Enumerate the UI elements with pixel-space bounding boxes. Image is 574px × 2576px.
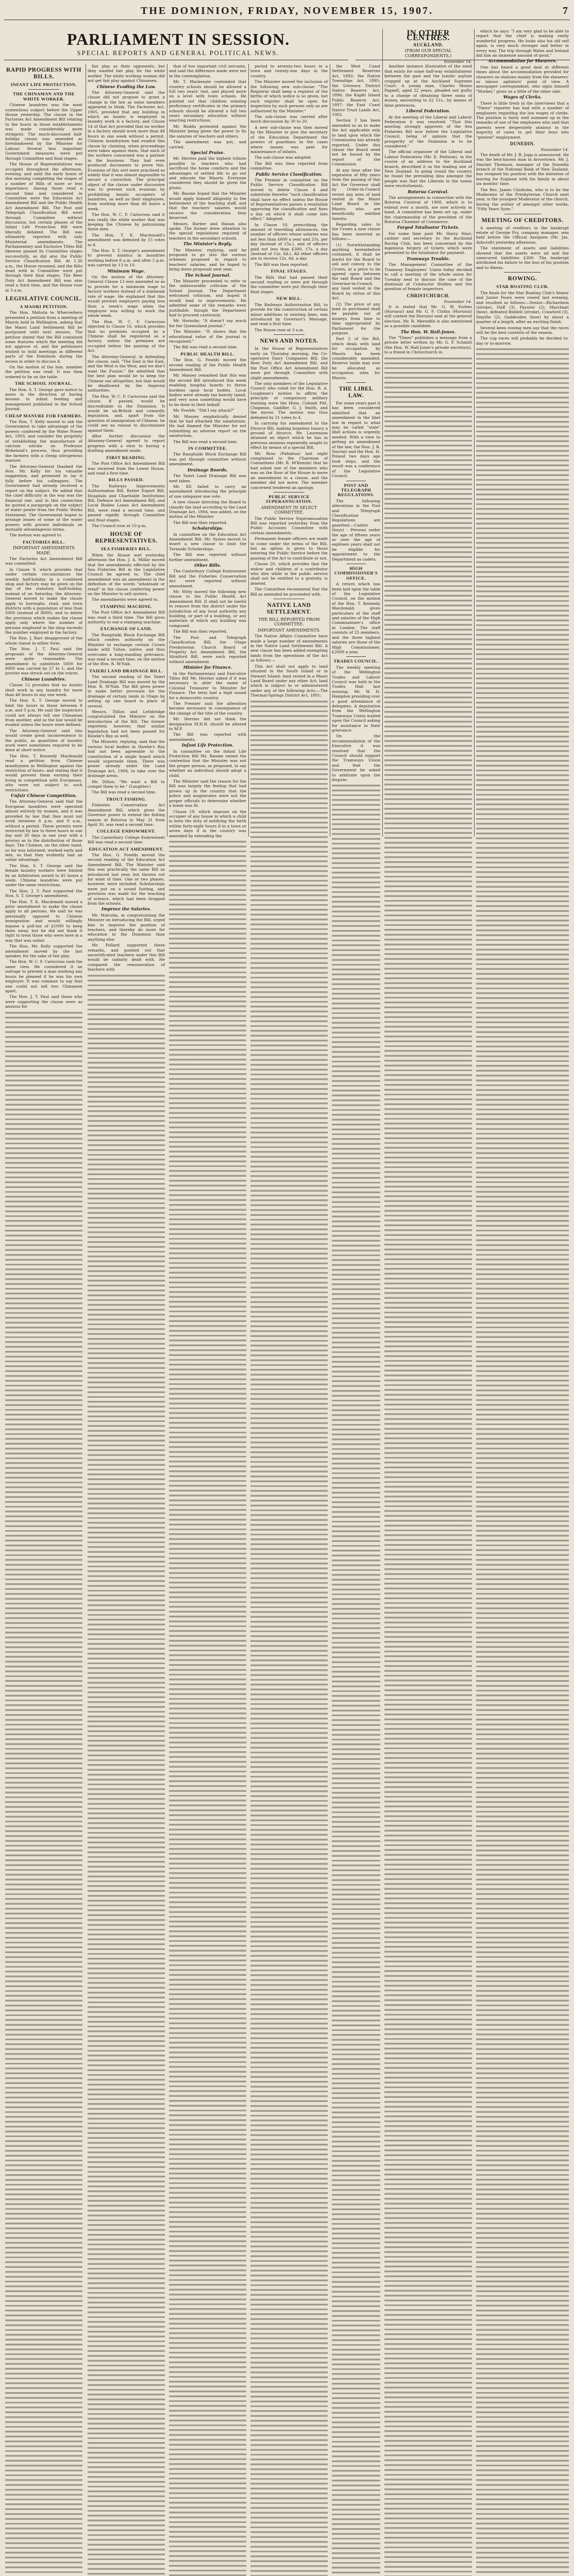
paragraph: The House rose at 3 a.m. bbox=[255, 327, 305, 332]
paragraph: The Railways Improvements Authorisation Bill, Butter Export Bill, Hospitals and Charitable Institutions Bill, Defence Act Amendment Bill, and Local Bodies Loans Act Amendment Bill, were read a second time, and passed rapidly through Committee and final stages. bbox=[88, 483, 165, 522]
paragraph: The Rev. James Chisholm, who is to be the Moderator of the Presbyterian Church next year, is the youngest Moderator of the church, having the author of amongst other works, "Fifty Years Syne." bbox=[476, 187, 569, 212]
subhead-stamping-machine: STAMPING MACHINE. bbox=[100, 603, 153, 609]
banner-title: PARLIAMENT IN SESSION. bbox=[66, 30, 290, 48]
paragraph: The Bills that had passed their second reading or were put through the committee were put through their final stages. bbox=[250, 275, 328, 294]
column-1 bbox=[5, 64, 82, 1009]
subhead-other-bills: Other Bills. bbox=[194, 563, 221, 568]
paragraph: It is stated that Mr. G. W. Forbes (Hurunui) and Mr. G. F. Clutha (Hurunui) will contest the Hurunui seat at the general election. Mr. R. Meredith is also mentioned as a possible candidate. bbox=[384, 304, 472, 329]
text-filler bbox=[250, 699, 328, 2576]
subhead-bills-passed: BILLS PASSED. bbox=[108, 477, 144, 483]
paragraph: A new clause directing the Board to classify the land according to the Land Drainage Act, 1904, was added, on the motion of the Minister. bbox=[169, 500, 246, 519]
masthead bbox=[0, 3, 574, 19]
paragraph: Part 2 of the Bill, which deals with land for occupation by Maoris has been considerably amended. Reserve lands may now be allocated as occupation sites for Maoris. bbox=[332, 336, 380, 380]
divider bbox=[274, 334, 305, 335]
paragraph: Clause 12 provides that no Asiatic shall work in any laundry for more than 48 hours in any one week. bbox=[5, 683, 82, 697]
paragraph: The Bill was then reported. bbox=[173, 520, 228, 525]
paragraph: period to seventy-two hours in a town and twenty-one days in the country. bbox=[250, 64, 328, 78]
paragraph: The Hon. T. Kennedy Macdonald read a petition from Chinese laundrymen in Wellington against the restriction of hours, and stating that it would prevent them earning their living in competition with Europeans, who were not subject to such restrictions. bbox=[5, 753, 82, 792]
paragraph: The following alterations in the Post and Telegraph Classification Regulations are gazetted:—Cadets (boys) - Persons under the age of fifteen years or over the age of eighteen years shall not be eligible for appointment to the Department as cadets. bbox=[332, 498, 380, 562]
headline-trades-council: TRADES COUNCIL. bbox=[333, 658, 379, 664]
paragraph: Mr. Buddo protested against the Minister being given the power to fix the salaries of teachers and others. bbox=[169, 124, 246, 139]
paragraph: Permanent female officers are made to come under the terms of the Bill, but an option is given to those entering the Public Service before the passing of the Act to contribute or not. bbox=[250, 536, 328, 561]
column-4 bbox=[250, 64, 328, 837]
paragraph: The Post and Telegraph Classification Bill, the Otago Presbyterian Church Board of Property Act Amendment Bill, the Stratford Bill, were each reported without amendment. bbox=[169, 635, 246, 664]
subhead-special-praise: Special Praise. bbox=[190, 149, 225, 155]
paragraph: Mr. Pollard supported these remarks, and pointed out that uncertificated teachers under this Bill would be unfairly dealt with. He compared the remuneration of teachers with bbox=[88, 943, 165, 972]
column-2 bbox=[88, 64, 165, 972]
paragraph: Mr. Massey emphatically denied that he had attacked the sanatorium. He had blamed the Minister for not submitting an adverse report on the sanatorium. bbox=[169, 414, 246, 438]
divider bbox=[346, 382, 366, 383]
paragraph: The official organiser of the Liberal and Labour Federation (Mr. E. Pattison), in the course of an address to the Auckland branch, described it as the leading one of New Zealand. In going round the country he found the prevailing idea amongst the people was that the Liberals in the towns were revolutionists. bbox=[384, 149, 472, 189]
paragraph: Mr. Hornsby: "It doesn't say much for the Queensland journal." bbox=[169, 318, 246, 328]
subhead-tramways-trouble: Tramways Trouble. bbox=[406, 256, 450, 261]
paragraph: The Bill was read a second time. bbox=[92, 790, 157, 795]
paragraph: (1) Notwithstanding anything hereinbefore contained, it shall be lawful for the Board to sell and convey to the Crown, at a price to be agreed upon between the said Board and the Governor-in-Council, any land vested in the Board by virtue of this Act. bbox=[332, 242, 380, 301]
paragraph: The Hon. S. T. George moved to limit the hours in those between 8 a.m. and 5 p.m. He said the inspectors could not always tell one Chinaman from another, and so the law would be evaded unless the hours were defined. bbox=[5, 698, 82, 727]
paragraph: At the meeting of the Liberal and Labour Federation it was resolved: "That this meeting strongly approves of the Sea Fisheries Bill now before the Legislative Council, being of opinion that the prosperity of the Dominion is to be considered." bbox=[384, 114, 472, 148]
paragraph: The Bill was reported with amendments. bbox=[169, 732, 246, 742]
date-dunedin: November 14. bbox=[541, 147, 569, 152]
dateline-christchurch: CHRISTCHURCH. bbox=[407, 293, 450, 298]
paragraph: The Hon. S. T. George's amendment to prevent Asiatics in laundries working before 8 a.m. and after 5 p.m. was carried by 13 to 10. bbox=[88, 248, 165, 268]
paragraph: The Post Office Act Amendment Bill was received from the Lower House, and read a first time. bbox=[88, 461, 165, 476]
headline-native-land-settlement: NATIVE LAND SETTLEMENT. bbox=[266, 602, 312, 616]
divider bbox=[28, 89, 59, 90]
paragraph: Fisheries Conservation Act Amendment Bill, which gives the Governor power to extend the fishing season at Rotorua to May 31 from April 30, was read a second time. bbox=[88, 803, 165, 827]
paragraph: In committee on the Infant Life Protection Bill Mr. Baume raised the contention that the Minister was not the proper person, as proposed, to say whether an individual should adopt a child. bbox=[169, 749, 246, 778]
paragraph: Several keen rowing men say that the races will be the best contests of the season. bbox=[476, 325, 569, 335]
subhead-school-journal: The School Journal. bbox=[184, 272, 231, 278]
paragraph: which he says: "I am very glad to be able to report that the chief is making really wonderful progress. He looks also his old self again, is very much stronger and better in every way. The trip through Wales and Ireland did him an immense amount of good." bbox=[476, 29, 569, 58]
divider bbox=[346, 656, 366, 657]
subhead-wages-of-clerks: Wages of Clerks. bbox=[503, 94, 542, 100]
paragraph: A meeting of creditors in the bankrupt estate of George Pry, company manager, was held before the Official Assignee (Mr. Jas. Ashcroft) yesterday afternoon. bbox=[476, 225, 569, 245]
headline-libel-law: THE LIBEL LAW. bbox=[339, 386, 374, 399]
paragraph: On the recommendation of the Executive it was resolved that the Council should support the Tramways Union and that the Government be asked to arbitrate upon the dispute. bbox=[332, 734, 380, 783]
paragraph: The Hon. S. T. George said the female laundry workers were limited by an Arbitration award to 45 hours a week. Chinese laundries were put under the same restrictions. bbox=[5, 863, 82, 888]
paragraph: The arrangements in connection with the Rotorua Carnival of 1908, which is to extend over a month, are now actively in hand. A committee has been set up, under the chairmanship of the president of the Rotorua Chamber of Commerce. bbox=[384, 195, 472, 225]
headline-other-centres: IN OTHER CENTRES. bbox=[407, 29, 450, 43]
paragraph: The Rangitaiki Block Exchange Bill was put through committee without amendment. bbox=[169, 452, 246, 467]
subhead-final-stages: FINAL STAGES. bbox=[271, 268, 308, 274]
paragraph: For some time past Mr. Harry Hayr, cashier and secretary to the Auckland Racing Club, has been concerned by the ingenious forgery of tickets which were presented to the totalisator for payment. bbox=[384, 231, 472, 256]
paragraph: For some years past it has been considered admitted that an amendment in the libel law in regard to what may be called "stale" libel actions is urgently needed. With a view to getting an amendment of the law, the Hon. J. R. Sinclair and the Hon. H. Poland two days ago took steps, and the result was a conference of the Legislative Council. bbox=[332, 401, 380, 479]
headline-legislative-council: LEGISLATIVE COUNCIL. bbox=[5, 296, 82, 302]
paragraph: On the motion of the Attorney-General Clause 13 was amended so as to provide for a minimum wage to factory workers instead of a minimum rate of wage. He explained that this would prevent employers paying less than a week's wage when the employee was willing to work the whole week. bbox=[88, 275, 165, 318]
paragraph: The cup races will probably be decided to-day or to-morrow. bbox=[476, 336, 569, 346]
paragraph: Clause 19, which imposes on the occupier of any house in which a child is born the duty of notifying the birth within forty-eight hours if in a town or seven days if in the country was amended by extending the bbox=[169, 809, 246, 838]
column-rule bbox=[474, 29, 475, 837]
column-5 bbox=[332, 64, 380, 837]
paragraph: The Bill was then reported. bbox=[173, 629, 228, 634]
dateline-dunedin: DUNEDIN. bbox=[510, 141, 535, 146]
column-6 bbox=[384, 29, 472, 837]
paragraph: The Hon. S. T. George gave notice to move in the direction of having lessons in infant feeding and management published in the School Journal. bbox=[5, 387, 82, 412]
paragraph: In Clause 9, which provides that under certain circumstances the weekly half-holiday in a combined shop and factory may be given on the day of the statutory half-holiday, instead of on Saturday, the Attorney-General moved to make the clause apply to boroughs, road, and town districts with a population of less than 5000 (instead of 8000), and to delete the provision which makes the clause apply only where the number of persons employed in the shop exceeds the number employed in the factory. bbox=[5, 567, 82, 635]
subhead-maori-petition: A MAORI PETITION. bbox=[20, 304, 68, 310]
paragraph: On the motion of the hon. member the petition was read. It was then ordered to lie on the table. bbox=[5, 364, 82, 379]
paragraph: The Minister moved the inclusion of the following new sub-clause: "The Registrar shall keep a register of the births of which notice is so given, but such register shall be open for inspection by such persons only as are authorised by the Minister." bbox=[250, 79, 328, 113]
paragraph: The death of Mr. J. R. Jopp is announced. He was the best-known man in Arrowtown. Mr. J. Sinclair Thomson, manager of the Dunedin branch of the National Bank of New Zealand, has resigned his position with the intention of leaving for England with his family in about six months' time. bbox=[476, 152, 569, 187]
subhead-public-health: PUBLIC HEALTH BILL. bbox=[180, 351, 235, 357]
paragraph: The Post Office Act Amendment Bill was read a third time. The Bill gives authority to use a stamping machine. bbox=[88, 610, 165, 625]
paragraph: At any time after the expiration of fifty years from the passing of this Act the Governor shall by Order-in-Council revest any area of land vested in the Maori Land Board in the Maoris who are beneficially entitled thereto. bbox=[332, 167, 380, 221]
paragraph: The Attorney-General, in defending the clause, said, "The East is the East, and the West is the West, and we don't want the Fusion." He admitted that the best plan would be to keep the Chinese out altogether, but that would be disallowed by the Imperial authorities. bbox=[88, 354, 165, 393]
headline-news-and-notes: NEWS AND NOTES. bbox=[260, 338, 318, 345]
paragraph: The Hon. W. C. F. Carncross objected to Clause 16, which provides that no premises occupied by a Chinese shall be registered as a factory, unless the premises are occupied before the passing of the Act. bbox=[88, 319, 165, 353]
subhead-exchange-of-land: EXCHANGE OF LAND. bbox=[100, 626, 153, 632]
paragraph: The Hon. T. K. Macdonald's amendment was defeated by 15 votes to 8. bbox=[88, 232, 165, 247]
paragraph: A return which has been laid upon the table of the Legislative Council, on the motion of the Hon. T. Kennedy Macdonald, gives particulars of the staff and salaries of the High Commissioner's office in London. The staff consists of 25 members, and the three highest salaries are those of the High Commissioner, £2000 a year. bbox=[332, 582, 380, 654]
subhead-trout-fishing: TROUT FISHING. bbox=[106, 796, 146, 802]
paragraph: The Bill was read a second time. bbox=[173, 345, 238, 350]
paragraph: The Attorney-General said that the European laundries were operated almost entirely by women, and it was provided by law that they must not work between 6 p.m. and 8 a.m., without a permit. These permits were restricted by law to three hours in one day and 30 days in one year with a proviso as to the distribution of those days. The Chinese, on the other hand, so far was informed, worked early and late, so that they evidently had an unfair advantage. bbox=[5, 799, 82, 862]
paragraph: Mr. Baume hoped that the Minister would apply himself diligently to the betterment of the teaching staff, and that the teachers' salaries would receive the consideration they deserved. bbox=[169, 191, 246, 221]
masthead-title: THE DOMINION, FRIDAY, NOVEMBER 15, 1907. bbox=[140, 5, 433, 16]
subhead-unfair-competition: Unfair Chinese Competition. bbox=[10, 793, 77, 799]
byline-special-correspondents: (FROM OUR SPECIAL CORRESPONDENTS.) bbox=[404, 48, 452, 58]
kicker-select-committee: AMENDMENT IN SELECT COMMITTEE. bbox=[261, 505, 317, 515]
paragraph: The Hon. W. C. F. Carncross said the clause, if passed, would be discreditable to the Dominion. It would be un-British and cowardly legislation, and, apart from the question of immigration of Chinese, he could see no reason to discriminate against them. bbox=[88, 394, 165, 433]
headline-public-service-superannuation: PUBLIC SERVICE SUPERANNUATION. bbox=[265, 494, 313, 504]
paragraph: The Attorney-General thanked the Hon. Mr. Kelly for his valuable suggestion, and promised to lay it fully before his colleagues. The Government had already received a report on the subject. He added that the chief difficulty in the way was the financial one, and in this connection he quoted a paragraph on the subject of water power from the Public Works Statement. The Government hoped to arrange leases of some of the water powers with private individuals on mutually advantageous terms. bbox=[5, 464, 82, 532]
paragraph: The Minister, replying, said that the various local bodies in Hawke's Bay had not been agreeable to the constitution of a single board which would supersede them. There was power already under the Land Drainage Act, 1904, to take over the drainage areas. bbox=[88, 739, 165, 778]
paragraph: The Canterbury College Endowment Bill and the Fisheries Conservation Act were reported without amendment. bbox=[169, 569, 246, 588]
paragraph: The Hon. J. Barr disapproved of the whole clause in either form. bbox=[5, 636, 82, 646]
text-filler bbox=[476, 347, 569, 2576]
paragraph: The finals for the Star Boating Club's Senior and Junior Fours were rowed last evening, and resulted as follows:—Senior—Richardson (stroke), Duff (3), Paynter (2), Marchant (bow), defeated Riddell (stroke), Crawford (3), Smythe (2), Gaddesden (bow) by about a quarter of a length, after an exciting finish. bbox=[476, 290, 569, 325]
paragraph: The Hon. J. T. Paul said those who were supporting the clause were as anxious for bbox=[5, 994, 82, 1009]
paragraph: Mr. Witty moved the following new clause to the Public Health Act Amendment Bill. It shall not be lawful to remove from the district under the jurisdiction of any local authority any building, or part of a building, or any materials of which any building was composed. bbox=[169, 589, 246, 628]
paragraph: A new sub-clause was then moved by the Minister to give the secretary of the Education Department the powers of guardians in the cases where money was paid for maintenance of infants. bbox=[250, 125, 328, 154]
paragraph: The sub-clause was carried after much discussion by 30 to 20. bbox=[250, 114, 328, 124]
paragraph: The Hon. G. Fowlds moved the second reading of the Public Health Amendment Bill. bbox=[169, 358, 246, 372]
paragraph: The Bill was reported without further amendment. bbox=[169, 552, 246, 562]
subhead-college-endowment: COLLEGE ENDOWMENT. bbox=[96, 828, 156, 834]
paragraph: When the House met yesterday afternoon the Hon. J. A. Millar moved that the amendments effected by the Sea Fisheries Bill in the Legislative Council be agreed to. The chief amendment was an amendment in the definition of the words "wholesale or retail" in the clause conferring power on the Minister to sell oysters. bbox=[88, 552, 165, 597]
subhead-hall-jones: The Hon. W. Hall-Jones. bbox=[400, 329, 456, 334]
paragraph: The "Times" publishes a message from a private letter written by Mr. G. F. Schmitt (the Hon. W. Hall-Jones's private secretary), to a friend in Christchurch in bbox=[384, 335, 472, 355]
paragraph: Clause 20, which provides that the widow and children of a contributor who dies while in the public service shall not be entitled to a gratuity, is deleted. bbox=[250, 562, 328, 586]
paragraph: Section 3 has been amended so as to make the Act applicable only to land upon which the Commission has already reported. Under this clause the Board need not be bound by the report of the Commission. bbox=[332, 118, 380, 167]
column-3 bbox=[169, 64, 246, 837]
paragraph: The weekly meeting of the Wellington Trades and Labour Council was held in the Trades Hall last evening, Mr. W. H. Hampton presiding over a good attendance of delegates. A deputation from the Wellington Tramways Union waited upon the Council asking for assistance in their grievance. bbox=[332, 665, 380, 733]
subhead-forged-tickets: Forged Totalisator Tickets. bbox=[397, 225, 460, 230]
paragraph: Messrs. Barber and Hanan also spoke. The former drew attention to the special regulations required of teachers in the secondary schools. bbox=[169, 221, 246, 241]
subhead-new-bill: NEW BILL. bbox=[276, 296, 302, 301]
paragraph: In Clause 10, prescribing the amount of travelling allowances, the number of officers whose salaries was not less than £600 a year and 25s. per day (instead of 15s.), and of officers paid not less than £300, 17s. a day (instead of 12s. 6d.). All other officers are to receive 12s. 6d. a day. bbox=[250, 222, 328, 261]
subhead-education-act: EDUCATION ACT AMENDMENT. bbox=[89, 846, 164, 852]
paragraph: The Taieri Land Drainage Bill was next taken. bbox=[169, 473, 246, 483]
paragraph: The Railways Authorisation Bill, to provide for the construction of certain minor additions to existing lines, was introduced by Governor's Message, and read a first time. bbox=[250, 302, 328, 327]
paragraph: Mr. Ross (Pahiatua) last night complained to the Chairman of Committees (Mr. R. M'Kenzie) that he had asked one of the members who was on the floor of the House to move an amendment to a clause, and the member did not move. The member concerned tendered an apology. bbox=[250, 451, 328, 490]
paragraph: The Committee recommend that the Bill as amended be proceeded with. bbox=[250, 587, 328, 597]
subhead-minimum-wage: Minimum Wage. bbox=[107, 268, 145, 274]
subhead-chinese-evading: Chinese Evading the Law. bbox=[96, 83, 156, 89]
paragraph: This Act shall not apply to land situated in the South Island or in Stewart Island; land vested in a Maori Land Board under any other Act; land which is subject to or administered under any of the following Acts:—The Thermal-Springs District Act, 1881; bbox=[250, 664, 328, 698]
subhead-improve-salaries: Improve the Salaries. bbox=[101, 906, 151, 912]
paragraph: Mr. Dillon: "We want a Bill to compel them to be." (Laughter.) bbox=[88, 779, 165, 789]
kicker-bill-reported: THE BILL REPORTED FROM COMMITTEE. bbox=[258, 617, 320, 627]
paragraph: The Canterbury College Endowment Bill was read a second time. bbox=[88, 835, 165, 845]
paragraph: The Attorney-General said this would create great inconvenience to the public, as quantities of laundry work were sometimes required to be done at short notice. bbox=[5, 728, 82, 753]
paragraph: The Bill was then reported from committee. bbox=[250, 161, 328, 171]
headline-high-commissioner: HIGH COMMISSIONER'S OFFICE. bbox=[334, 566, 378, 581]
headline-house-of-representatives: HOUSE OF REPRESENTATIVES. bbox=[95, 531, 158, 545]
kicker-important-amendments: IMPORTANT AMENDMENTS. bbox=[257, 628, 321, 633]
paragraph: fair play as their opponents, but they wanted fair play for the white worker. The white working woman did not get fair play against Chinamen. bbox=[88, 64, 165, 83]
paragraph: The Factories Act Amendment Bill was committed. bbox=[5, 556, 82, 566]
paragraph: The House of Representatives was occupied throughout the afternoon, evening, and until the early hours of this morning completing the stages of a number of Bills of more or less importance. Among those read a second time and considered in Committee were the Education Act Amendment Bill and the Public Health Act Amendment Bill. The Post and Telegraph Classification Bill went through Committee without discussion; but certain phases of the Infant Life Protection Bill were liberally debated. The Bill was ultimately reported with only Ministerial amendments. The Parliamentary and Exclusive Titles Bill likewise passed its Committee stages successfully, as did also the Public Service Classification Bill. At 1.30 a.m., the House resumed, and the Bills dealt with in Committee were put through their final stages. The Beer Duty Act Amendment Bill was also read a third time, and the House rose at 3 a.m. bbox=[5, 162, 82, 293]
subhead-rotorua-carnival: Rotorua Carnival. bbox=[408, 189, 449, 194]
paragraph: The Minister, replying, said he proposed to go into the various schemes proposed in regard to teachers' salaries, and he hoped to bring down proposals next year. bbox=[169, 247, 246, 272]
paragraph: The Minister said the reason for the Bill was largely the feeling that had grown up in the country that the police and magistrates were not the proper officials to determine whether a home was fit. bbox=[169, 779, 246, 808]
paragraph: Mr. T. Mackenzie contended that country schools should be allowed a full two years' test, and placed more on a level with town schools. He pointed out that children winning proficiency certificates in the primary schools should be allowed a full two years secondary education without exacting restrictions. bbox=[169, 79, 246, 123]
paragraph: that of low important civil servants, and said the difference made were not in the contemplation. bbox=[169, 64, 246, 78]
column-7 bbox=[476, 29, 569, 837]
paragraph: The Hon. J. T. Paul said the proposals of the Attorney-General were quite reasonable. The amendment to substitute 5000 for 8000 was carried by 27 to 1, and the proviso was struck out on the voices. bbox=[5, 647, 82, 676]
dateline-auckland: AUCKLAND. bbox=[413, 42, 444, 47]
paragraph: The only members of the Legislative Council who voted for the Hon. R. A. Loughnan's motion to affirm the principle of compulsory military training were the Hons. Colonel Pitt, Chapman, Gaddler, G. J. Smith, and the mover. The motion was thus defeated by 21 votes to 4. bbox=[250, 381, 328, 420]
paragraph: the West Coast Settlement Reserves Act, 1892; the Native Townships Act, 1895; the Urewera District Native Reserve Act, 1896; the Kapiti Island Public Reserve Act, 1897; the East Coast Native Trust Lands Act, 1902. bbox=[332, 64, 380, 117]
subhead-infant-life: INFANT LIFE PROTECTION. bbox=[11, 82, 77, 87]
headline-rapid-progress: RAPID PROGRESS WITH BILLS. bbox=[6, 67, 82, 80]
headline-post-telegraph: POST AND TELEGRAPH REGULATIONS. bbox=[337, 482, 375, 498]
paragraph: The Hon. Mahuta te Wherowhero presented a petition from a meeting of Maoris held in Wellington, asking that the Maori Land Settlement Bill be postponed until next session. The petition stated that the Bill contained some features which the meeting did not approve of, and the petitioners wished to hold meetings in different parts of the Dominion during the recess in order to discuss it. bbox=[5, 310, 82, 364]
column-rule bbox=[248, 64, 249, 837]
paragraph: The Premier said the alteration became necessary in consequence of the change of the title of the country. bbox=[169, 701, 246, 716]
paragraph: In committee on the Education Act Amendment Bill, Mr. Symes moved to insert a new clause to limit the Taranaki Scholarships. bbox=[169, 532, 246, 551]
paragraph: Chinese laundries was the most contentious subject before the Upper House yesterday. The clause in the Factories Act Amendment Bill relating to the hours in those establishments was made considerably more stringent. The much-discussed half-holiday clause was amended as foreshadowed by the Minister for Labour. Several less important Government measures were put through Committee and final stages. bbox=[5, 103, 82, 161]
paragraph: The Hon. W. C. F. Carncross said it was really the white worker that was keeping the Chinese by patronising these men. bbox=[88, 212, 165, 232]
paragraph: The Hon. Mr. Kelly supported the amendment moved by the last speaker, for the sake of fair play. bbox=[5, 944, 82, 959]
page-number: 7 bbox=[563, 5, 568, 16]
text-filler bbox=[169, 839, 246, 2576]
paragraph: Regarding sales to the Crown a new clause has been inserted as follows:— bbox=[332, 222, 380, 242]
paragraph: The Bill was then reported. bbox=[255, 262, 309, 267]
subhead-accommodation-shearers: Accommodation for Shearers. bbox=[488, 58, 557, 64]
subhead-scholarships: Scholarships. bbox=[192, 526, 224, 531]
text-filler bbox=[332, 783, 380, 2576]
paragraph: Messrs. Dillon and Lethbridge congratulated the Minister on the introduction of the Bill. The former regretted, however, that similar legislation had not been passed for Hawke's Bay as well. bbox=[88, 709, 165, 738]
subhead-chinaman: THE CHINAMAN AND THE WHITE WORKER. bbox=[13, 91, 75, 101]
paragraph: The Attorney-General said the clause did not propose to grant a change in the law as some members appeared to think. The Factories Act, 1905, provided that any building in which an Asiatic is employed in laundry work is a factory, and Clause 14 of that Act provided that no worker in a factory should work more than 48 hours in one week without a permit. Chinese laundrymen had evaded this clause by claiming, when proceedings were taken against them, that each of the workers concerned was a partner in the business. They had even produced documents to prove this. Evasions of this sort were practised so widely that it was almost impossible to secure a conviction. The principal object of the clause under discussion was to prevent such evasions by prohibiting Asiatic occupiers of laundries, as well as their employees, from working more than 48 hours a week. bbox=[88, 90, 165, 211]
paragraph: Mr. Malcolm, in congratulating the Minister on introducing the Bill, urged him to improve the position of teachers, and thereby do more for education in the Dominion than anything else. bbox=[88, 912, 165, 942]
text-filler bbox=[384, 356, 472, 2576]
paragraph: The Minister proceeded to refer to the unfavourable criticism of the School Journal. The Department welcomed criticism, and hoped it would lead to improvements. He admitted some of the remarks were justifiable, though the Department had to proceed cautiously. bbox=[169, 279, 246, 317]
paragraph: One has heard a good deal at different times about the accommodation provided for shearers on stations mainly from the shearers' or labour agitators' point of view. A newspaper correspondent, who signs himself "Worker," gives us a little of the other side. bbox=[476, 64, 569, 94]
paragraph: The statement of assets and liabilities showed that the assets were nil and the unsecured liabilities £306. The bankrupt attributed his failure to the loss of his position and to illness. bbox=[476, 246, 569, 270]
date-auckland: November 14. bbox=[444, 59, 472, 64]
subhead-first-reading: FIRST READING. bbox=[106, 454, 146, 460]
paragraph: The Hon. W. C. F. Carncross took the same view. He considered it an outrage to prevent a man working any hours he pleased if he was his own employer. It was common to say that one could not tell two Chinamen apart. bbox=[5, 959, 82, 993]
paragraph: Mr. Herries paid the highest tribute possible to teachers who had sacrificed the home comforts and the advantages of settled life to go out and educate the Maoris. Everyone considered they should be given the plums. bbox=[169, 156, 246, 190]
paragraph: Mr. Herries did not think the designation M.H.R. should be altered to M.P. bbox=[169, 717, 246, 731]
text-filler bbox=[88, 973, 165, 2576]
subhead-drainage-boards: Drainage Boards. bbox=[187, 467, 228, 472]
subhead-taieri-drainage: TAIERI LAND DRAINAGE BILL. bbox=[89, 668, 163, 673]
paragraph: In carrying his amendment to the Divorce Bill, making hopeless lunacy a ground of divorce, Mr. Laurenson attained an object which he has in previous sessions repeatedly sought to effect by means of a special Bill. bbox=[250, 421, 328, 450]
subhead-liberal-federation: Liberal Federation. bbox=[406, 108, 450, 114]
subhead-public-service-classification: Public Service Classification. bbox=[256, 171, 323, 177]
paragraph: Mr. Fowlds: "Did I say attack?" bbox=[173, 408, 234, 413]
paragraph: The amendments were agreed to. bbox=[92, 597, 159, 602]
subhead-chinese-laundries: Chinese Laundries. bbox=[21, 676, 66, 682]
subhead-sea-fisheries: SEA FISHERIES BILL. bbox=[100, 546, 152, 552]
subhead-minister-finance: Minister for Finance. bbox=[183, 665, 232, 670]
paragraph: The Native Affairs Committee have made a large number of amendments in the Native Land Settlement Bill. A new clause has been added exempting lands from the operations of the Act as follows:— bbox=[250, 634, 328, 663]
paragraph: The Public Service Superannuation Bill was reported yesterday from the Public Accounts Committee with certain amendments. bbox=[250, 516, 328, 535]
divider bbox=[504, 272, 541, 273]
paragraph: The Bill was read a second time. bbox=[173, 439, 238, 444]
subhead-in-committee: IN COMMITTEE. bbox=[188, 446, 227, 451]
subhead-infant-life-protection: Infant Life Protection. bbox=[181, 742, 234, 748]
paragraph: The second reading of the Taieri Land Drainage Bill was moved by the Hon. R. M'Nab. The Bill gives power to make better provision for the drainage of certain lands in Otago by setting up one board in place of several. bbox=[88, 674, 165, 708]
paragraph: The amendment was put, and carried. bbox=[169, 140, 246, 149]
text-filler bbox=[5, 1010, 82, 2576]
subhead-school-journal: THE SCHOOL JOURNAL. bbox=[15, 381, 73, 386]
paragraph: In the House of Representatives early on Thursday morning, the Co-operative Dairy Companies Bill, the Beer Duty Act Amendment Bill, and the Post Office Act Amendment Bill were put through Committee with slight amendments. bbox=[250, 346, 328, 380]
subhead-cheap-manure: CHEAP MANURE FOR FARMERS. bbox=[5, 413, 82, 418]
subhead-star-boating-club: STAR BOATING CLUB. bbox=[496, 284, 549, 290]
paragraph: The motion was agreed to. bbox=[9, 533, 62, 538]
paragraph: The Hon. G. Fowlds moved the second reading of the Education Act Amendment Bill. The Minister said this was practically the same Bill as introduced last year, but thrown out for want of time. One or two phases, however, were included. Scholarships were put on a sound footing, and provision was made for the teaching of science, which had been dropped from the schools. bbox=[88, 852, 165, 906]
paragraph: The Minister: "It shows that the educational value of the journal is recognised." bbox=[169, 329, 246, 344]
headline-meeting-of-creditors: MEETING OF CREDITORS. bbox=[481, 217, 564, 224]
paragraph: Mr. Ell failed to carry an amendment introducing the principle of one ratepayer one vote. bbox=[169, 484, 246, 499]
banner-subtitle: SPECIAL REPORTS AND GENERAL POLITICAL NEWS. bbox=[77, 49, 280, 57]
divider bbox=[274, 492, 305, 493]
paragraph: There is little fresh in the interviews that a "Times" reporter has had with a number of employers regarding the low wages of clerks. The position is fairly well summed up in the remarks of one of the employers who said that parents were desperately anxious in the majority of cases to get their boys into "genteel" employment. bbox=[476, 100, 569, 140]
paragraph: The Premier in committee on the Public Service Classification Bill moved to delete Clause 4 and substitute therefor "such classification shall have no effect unless the House of Representatives passes a resolution approving the classification and fixes a day on which it shall come into effect." Adopted. bbox=[250, 177, 328, 222]
subhead-factories-bill: FACTORIES BILL. bbox=[23, 539, 65, 545]
paragraph: (2) The price of any land so purchased shall be payable out of moneys from time to time appropriated by Parliament for the purpose. bbox=[332, 301, 380, 335]
kicker-important-amendments: IMPORTANT AMENDMENTS MADE. bbox=[13, 546, 75, 555]
headline-rowing: ROWING. bbox=[508, 276, 537, 282]
paragraph: After further discussion the Attorney-General agreed to report progress with a view to having a drafting amendment made. bbox=[88, 434, 165, 453]
paragraph: The sub-clause was adopted. bbox=[255, 155, 312, 160]
date-christchurch: November 14. bbox=[444, 299, 472, 304]
paragraph: The Management Committee of the Tramway Employees' Union today decided to call a meeting of the whole union for Tuesday next to discuss the case of the dismissal of Conductor Holden and the question of female inspectors. bbox=[384, 262, 472, 292]
paragraph: In the Parliamentary and Executive Titles Bill Mr. Herries asked if it was necessary to alter the name of Colonial Treasurer to Minister for Finance. The term had a high sound for a democratic country. bbox=[169, 671, 246, 700]
column-rule bbox=[382, 29, 383, 837]
subhead-ministers-reply: The Minister's Reply. bbox=[183, 241, 232, 247]
paragraph: The Rangitaiki Block Exchange Bill which confers authority on the Minister to exchange certain Crown lands with Tuhoe, native, and thus overcome a long-standing grievance, was read a second time, on the motion of the Hon. R. M'Nab. bbox=[88, 632, 165, 667]
paragraph: Another instance illustrative of the need that exists for some half-way establishment between the gaol and the lunatic asylum cropped up at the Auckland Supreme Court. A young man, Charles Moses Pagnell, aged 22 years, pleaded not guilty to a charge of obtaining three sums of money, amounting to £2 11s., by means of false pretences. bbox=[384, 64, 472, 108]
paragraph: The Hon. T. K. Macdonald moved a prior amendment to make the clause apply to all persons. He said he was personally opposed to Chinese immigration and would willingly impose a poll-tax of £1000 to keep them away, but he did not think it right to treat those who were here in a way that was unfair. bbox=[5, 899, 82, 943]
paragraph: Mr. Massey remarked that this was the second Bill introduced this week enabling hospital boards to throw burdens upon local bodies. Local bodies were already too heavily taxed, and very soon something would have to be done in their behalf. bbox=[169, 373, 246, 407]
paragraph: The Hon. J. T. Paul supported the Hon. S. T. George's amendment. bbox=[5, 888, 82, 899]
paragraph: The Hon. T. Kelly moved to ask the Government to take advantage of the powers conferred by the Water Power Act, 1903, and consider the propriety of establishing the manufacture of calcium nitrate on Professor Birkeland's process, thus providing the farmers with a cheap nitrogenous manure. bbox=[5, 419, 82, 463]
paragraph: The Council rose at 10 p.m. bbox=[92, 523, 147, 528]
